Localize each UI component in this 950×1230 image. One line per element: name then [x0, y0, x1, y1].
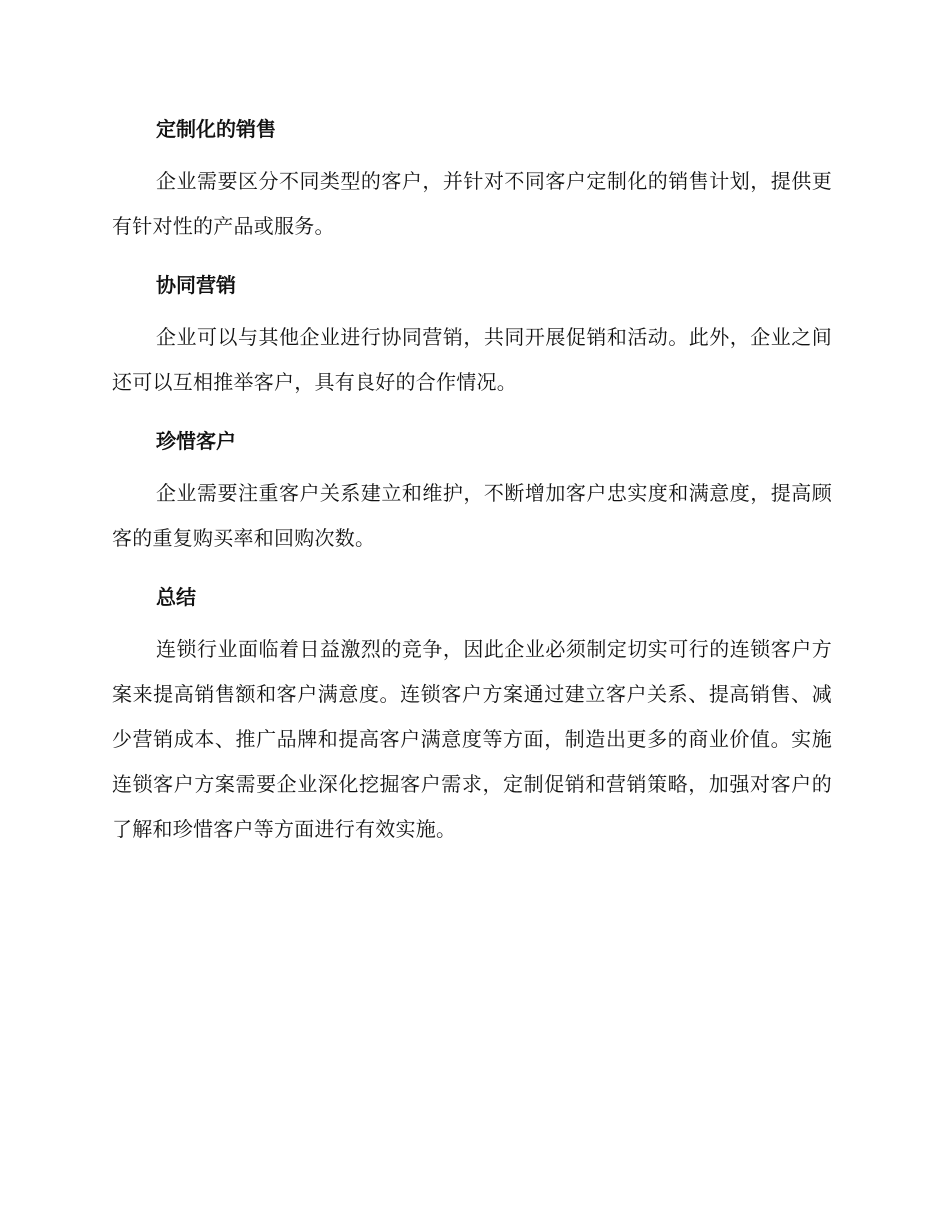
section-paragraph: 企业可以与其他企业进行协同营销，共同开展促销和活动。此外，企业之间还可以互相推举客户，具有良好的合作情况。	[112, 325, 832, 394]
section-heading: 总结	[156, 585, 196, 609]
section-heading: 协同营销	[156, 273, 236, 297]
section-summary	[112, 575, 832, 852]
section-paragraph: 企业需要区分不同类型的客户，并针对不同客户定制化的销售计划，提供更有针对性的产品或服务。	[112, 169, 832, 238]
section-collaborative-marketing	[112, 263, 832, 405]
document-content	[112, 107, 832, 866]
section-heading: 珍惜客户	[156, 429, 236, 453]
section-customized-sales	[112, 107, 832, 249]
section-heading: 定制化的销售	[156, 117, 276, 141]
section-cherish-customers	[112, 419, 832, 561]
section-paragraph: 连锁行业面临着日益激烈的竞争，因此企业必须制定切实可行的连锁客户方案来提高销售额和客户满意度。连锁客户方案通过建立客户关系、提高销售、减少营销成本、推广品牌和提高客户满意度等方面，制造出更多的商业价值。实施连锁客户方案需要企业深化挖掘客户需求，定制促销和营销策略，加强对客户的了解和珍惜客户等方面进行有效实施。	[112, 637, 832, 841]
section-paragraph: 企业需要注重客户关系建立和维护，不断增加客户忠实度和满意度，提高顾客的重复购买率和回购次数。	[112, 481, 832, 550]
